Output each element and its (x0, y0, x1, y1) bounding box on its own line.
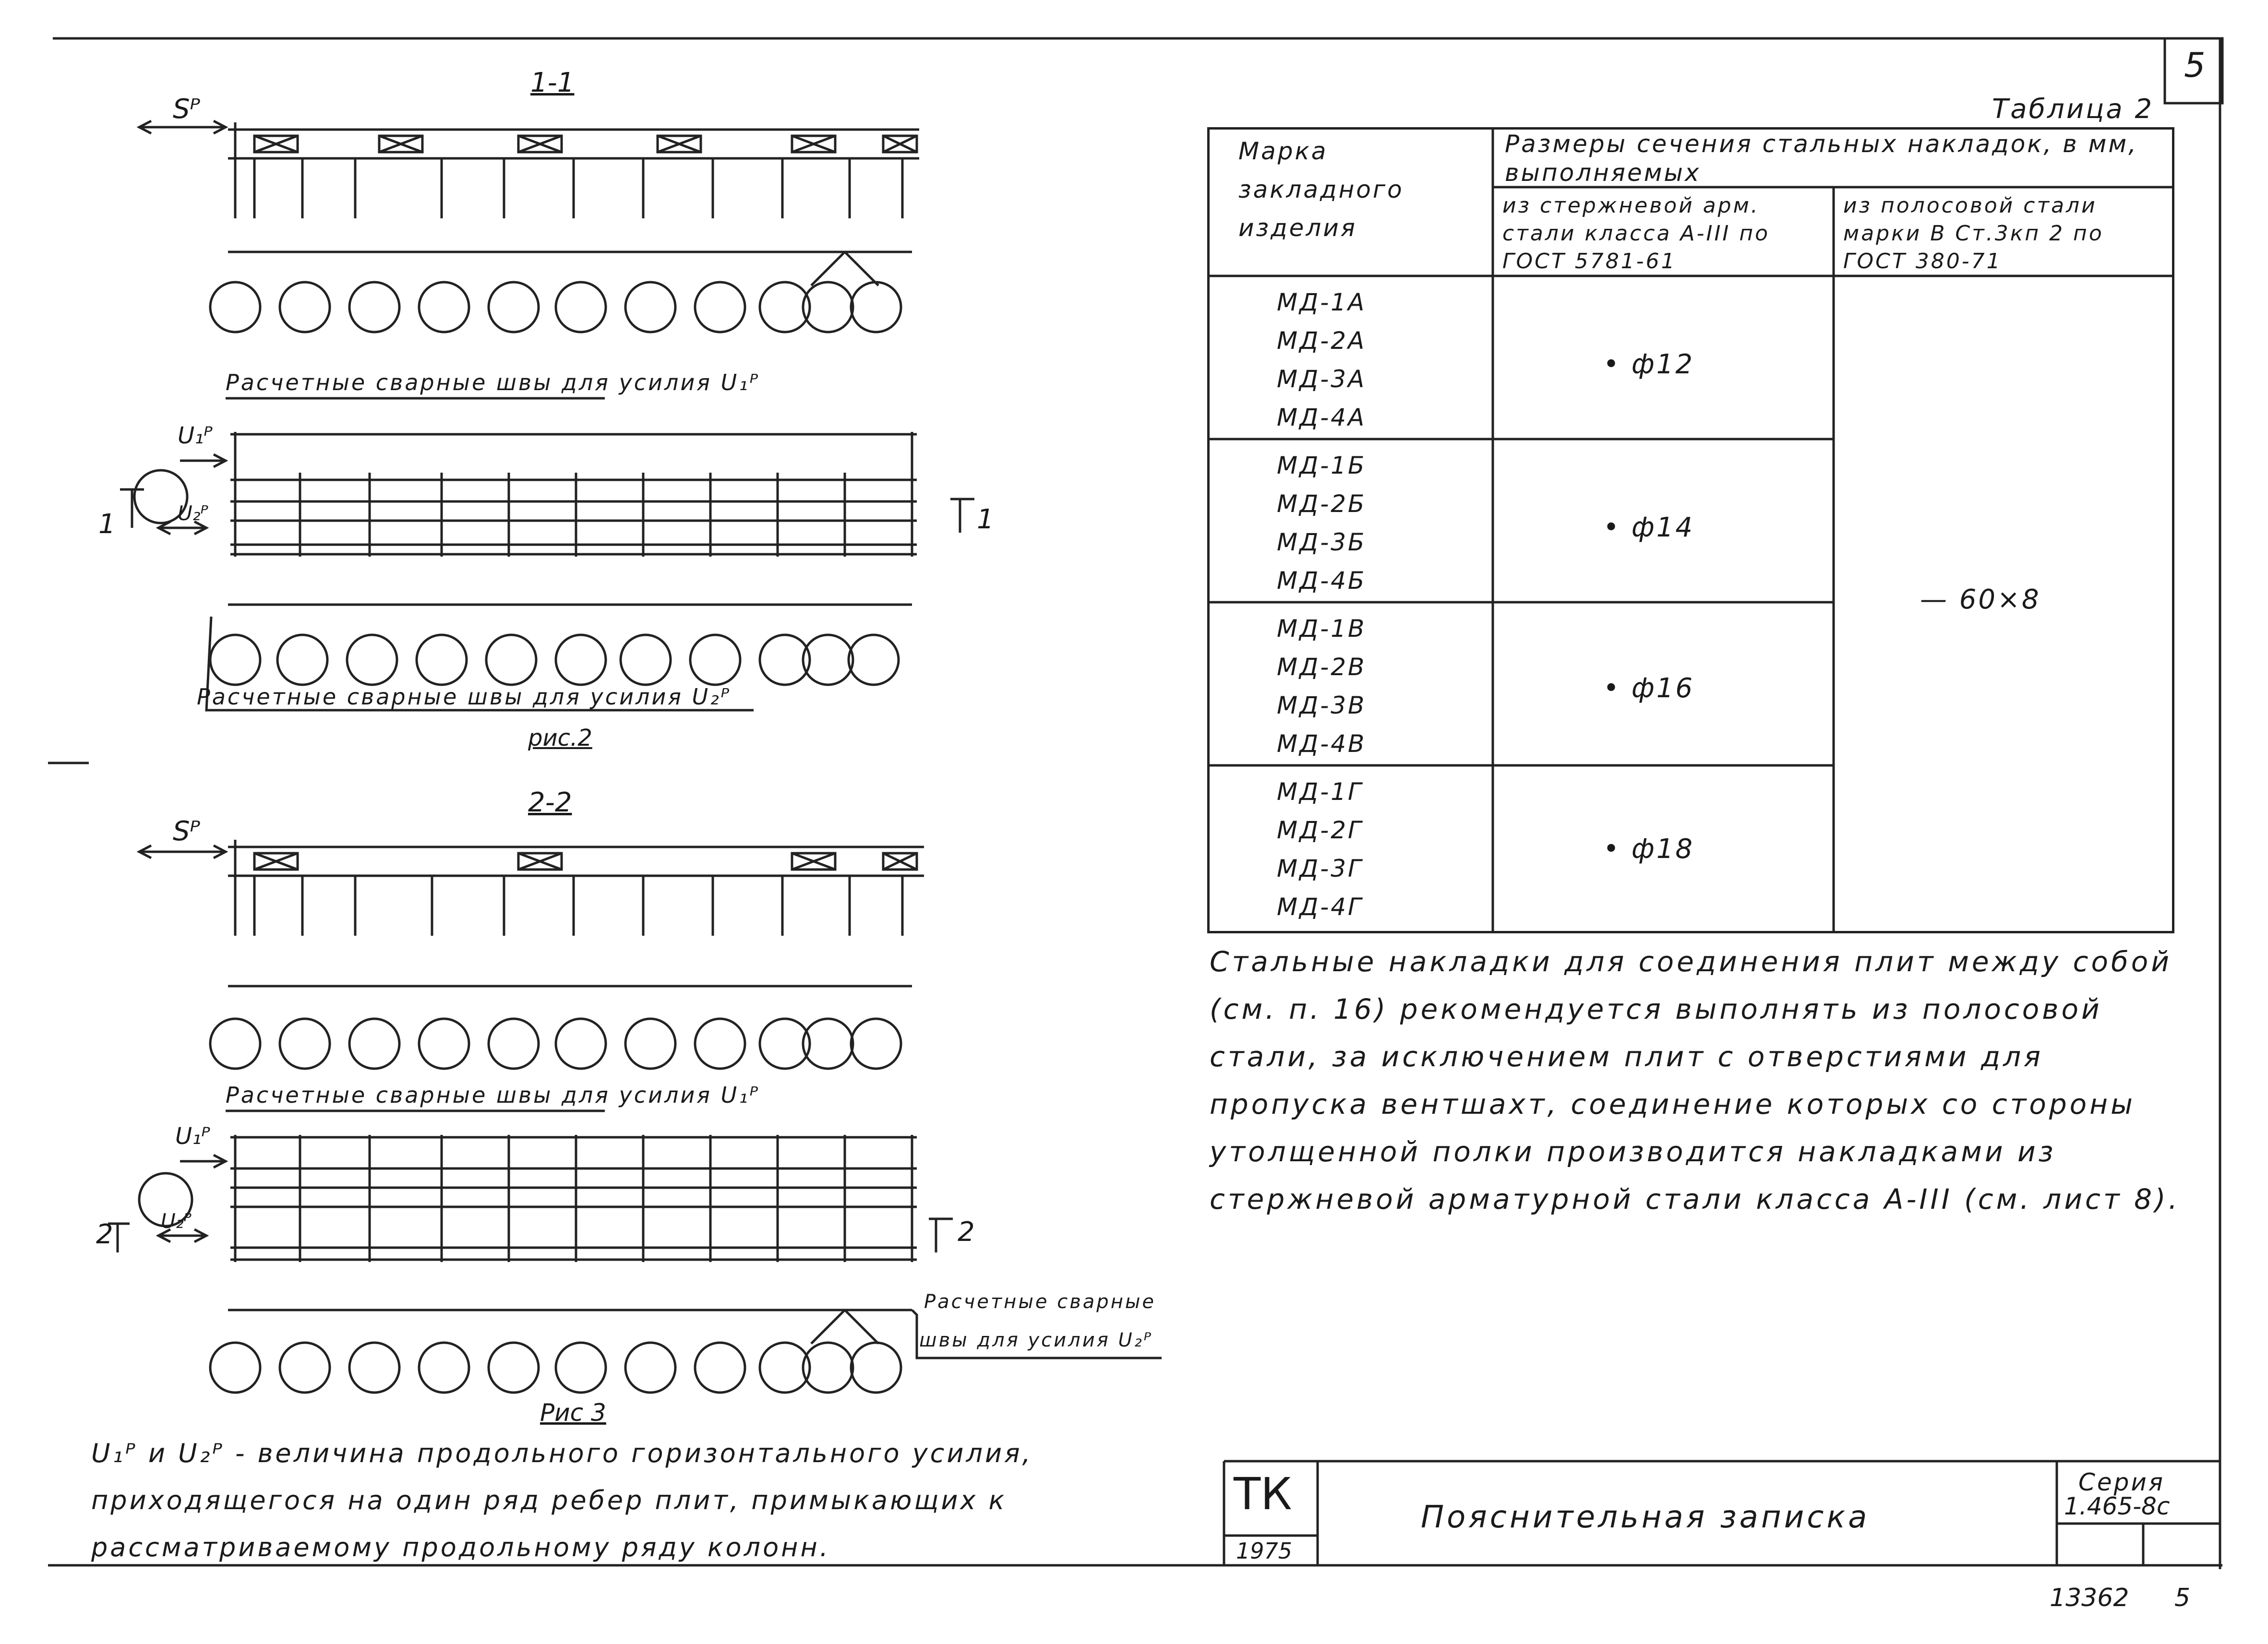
mark-md-1b: МД-1Б (1277, 452, 1367, 479)
group-g-value: • ф18 (1603, 834, 1694, 865)
section-2-weld-caption-1: Расчетные сварные швы для усилия U₁ᴾ (226, 1082, 760, 1108)
series-label: Серия (2078, 1468, 2165, 1496)
section-2-2-beam (228, 840, 924, 936)
group-a-value: • ф12 (1603, 349, 1694, 380)
mark-md-2g: МД-2Г (1277, 816, 1363, 844)
circle-row-2 (210, 635, 899, 685)
group-b-value: • ф14 (1603, 512, 1694, 543)
footer-page: 5 (2174, 1584, 2191, 1612)
table-col1-header: Марка закладного изделия (1238, 137, 1404, 242)
document-title: Пояснительная записка (1421, 1500, 1870, 1535)
figure-3-label: Рис 3 (540, 1399, 606, 1427)
section-2-title: 2-2 (528, 787, 572, 818)
mark-md-2v: МД-2В (1277, 653, 1367, 681)
org-code: ТК (1234, 1468, 1292, 1520)
table-col3-header: из полосовой стали марки В Ст.3кп 2 по ГОСТ 380-71 (1843, 193, 2104, 274)
series-value: 1.465-8с (2064, 1492, 2170, 1520)
mark-md-3b: МД-3Б (1277, 528, 1367, 556)
footer-number: 13362 (2050, 1584, 2129, 1612)
mark-md-1v: МД-1В (1277, 615, 1367, 643)
mark-md-2b: МД-2Б (1277, 490, 1367, 518)
mark-md-4a: МД-4А (1277, 404, 1367, 431)
table-col2-header: из стержневой арм. стали класса А-III по ГОСТ 5781-61 (1502, 193, 1770, 274)
section-2-u1-label: U₁ᴾ (175, 1123, 210, 1150)
mark-md-3a: МД-3А (1277, 365, 1367, 393)
section-1-cut-right: 1 (977, 504, 994, 535)
mark-md-3v: МД-3В (1277, 691, 1367, 719)
mark-md-4v: МД-4В (1277, 730, 1367, 758)
plan-view-2 (230, 1135, 917, 1262)
group-v-value: • ф16 (1603, 673, 1694, 704)
circle-row-3 (210, 1019, 901, 1069)
section-2-weld-caption-2-line2: швы для усилия U₂ᴾ (919, 1329, 1153, 1351)
section-1-force-label: Sᴾ (173, 94, 200, 125)
section-1-u1-label: U₁ᴾ (178, 422, 213, 449)
section-2-cut-right: 2 (958, 1216, 975, 1248)
section-1-weld-caption-2: Расчетные сварные швы для усилия U₂ᴾ (197, 684, 732, 710)
section-2-cut-left: 2 (96, 1219, 113, 1250)
section-1-weld-caption-1: Расчетные сварные швы для усилия U₁ᴾ (226, 369, 760, 395)
mark-md-2a: МД-2А (1277, 327, 1367, 355)
mark-md-1g: МД-1Г (1277, 778, 1363, 806)
section-2-force-label: Sᴾ (173, 816, 200, 847)
section-1-u2-label: U₂ᴾ (178, 501, 208, 525)
steel-plates-note: Стальные накладки для соединения плит между собой (см. п. 16) рекомендуется выполнять из полосовой стали, за исключением плит с отверстиями для пропуска вентшахт, соединение которых со стороны утолщенной полки производится накладками из стержневой арматурной стали класса А-III (см. лист 8). (1210, 945, 2181, 1215)
section-1-1-beam (228, 122, 919, 218)
embedded-parts-table (1207, 127, 2174, 933)
mark-md-4b: МД-4Б (1277, 567, 1367, 595)
mark-md-4g: МД-4Г (1277, 893, 1363, 921)
strip-steel-value: — 60×8 (1920, 584, 2041, 615)
figure-2-label: рис.2 (528, 725, 592, 751)
mark-md-3g: МД-3Г (1277, 855, 1363, 882)
section-1-title: 1-1 (530, 67, 575, 98)
bottom-note: U₁ᴾ и U₂ᴾ - величина продольного горизонтального усилия, приходящегося на один ряд ребер плит, примыкающих к рассматриваемому продольному ряду колонн. (91, 1438, 1033, 1562)
table-col23-header: Размеры сечения стальных накладок, в мм, выполняемых (1505, 130, 2138, 187)
section-2-u2-label: U₂ᴾ (161, 1209, 192, 1233)
year: 1975 (1236, 1538, 1293, 1564)
section-1-cut-left: 1 (98, 509, 116, 540)
circle-row-1 (210, 282, 901, 332)
circle-row-4 (210, 1343, 901, 1393)
table-label: Таблица 2 (1992, 94, 2154, 125)
plan-view-1 (230, 432, 917, 557)
section-2-weld-caption-2-line1: Расчетные сварные (924, 1291, 1156, 1313)
mark-md-1a: МД-1А (1277, 288, 1367, 316)
corner-mark: 5 (2184, 46, 2206, 85)
